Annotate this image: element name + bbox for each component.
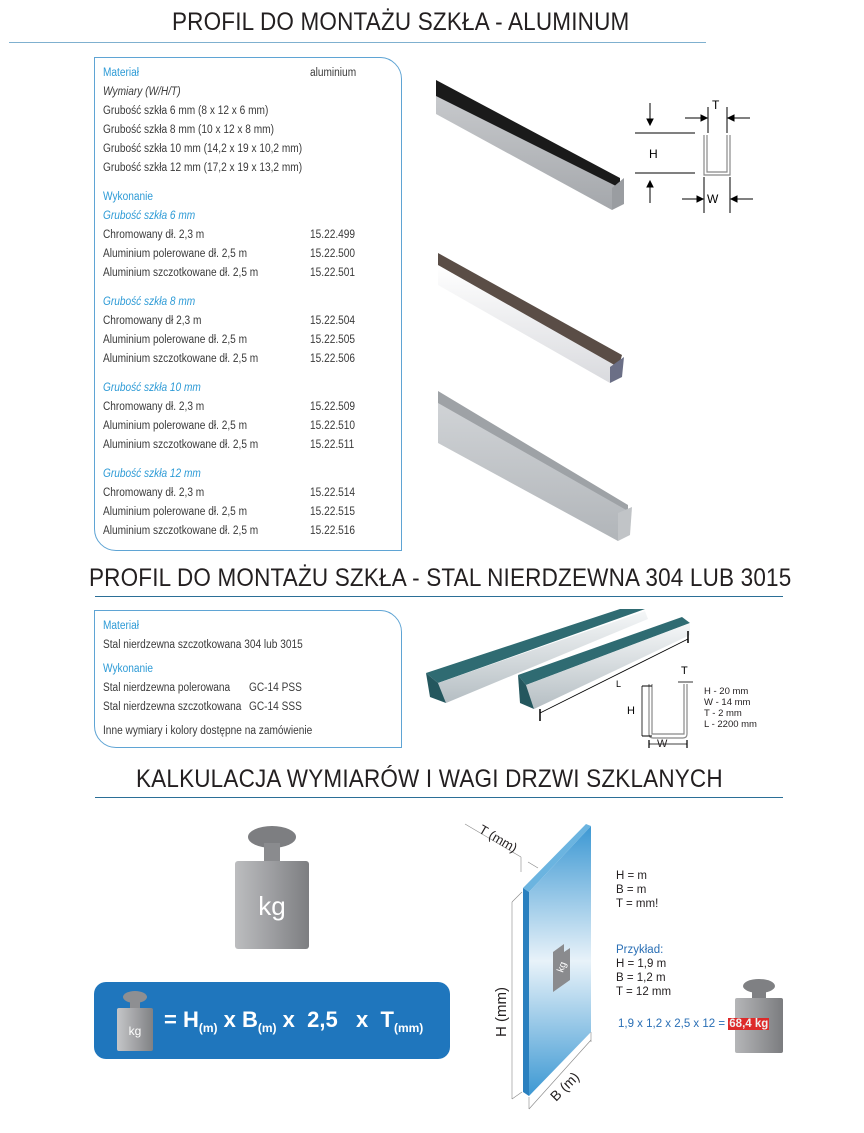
diagram-label-l: L [616,679,622,689]
product-name: Aluminium polerowane dł. 2,5 m [103,248,248,260]
product-row [103,312,393,331]
product-name: Aluminium polerowane dł. 2,5 m [103,334,248,346]
dimension-t: T - 2 mm [704,708,742,719]
section-divider [95,596,783,597]
product-code: 15.22.514 [310,487,356,499]
dimension-row: Grubość szkła 6 mm (8 x 12 x 6 mm) [103,105,269,117]
product-code: 15.22.506 [310,353,356,365]
material-value: Stal nierdzewna szczotkowana 304 lub 3015 [103,639,303,651]
example-formula: 1,9 x 1,2 x 2,5 x 12 = [618,1018,729,1030]
section-title-aluminum: PROFIL DO MONTAŻU SZKŁA - ALUMINUM [172,8,630,36]
example-block [616,943,671,999]
group-heading: Grubość szkła 10 mm [103,382,201,394]
unit-b: B = m [616,884,647,896]
product-code: GC-14 PSS [249,682,302,694]
section-divider [95,797,783,798]
group-heading: Grubość szkła 8 mm [103,296,196,308]
product-name: Aluminium szczotkowane dł. 2,5 m [103,353,259,365]
diagram-label-t: T [681,665,688,677]
product-row [103,331,393,350]
product-code: 15.22.509 [310,401,356,413]
glass-pane-diagram [460,812,620,1122]
product-code: 15.22.505 [310,334,356,346]
weight-icon-label: kg [258,891,286,921]
product-row [103,436,393,455]
diagram-label-t: T [712,98,720,112]
steel-spec-box [94,610,402,748]
aluminum-profile-image-brushed [432,385,637,545]
weight-kg-small-icon [116,990,154,1052]
product-name: Stal nierdzewna polerowana [103,682,231,694]
product-name: Aluminium szczotkowane dł. 2,5 m [103,525,259,537]
example-calculation [618,1017,769,1031]
product-row [103,417,393,436]
dimension-row: Grubość szkła 8 mm (10 x 12 x 8 mm) [103,124,274,136]
steel-dimensions-list [704,686,757,730]
product-row [103,503,393,522]
product-row [103,398,393,417]
unit-h: H = m [616,870,647,882]
glass-label-t: T (mm) [476,821,521,856]
glass-label-b: B (m) [546,1068,583,1105]
product-code: 15.22.511 [310,439,355,451]
example-t: T = 12 mm [616,986,672,998]
product-row [103,484,393,503]
product-name: Aluminium polerowane dł. 2,5 m [103,420,248,432]
dimension-h: H - 20 mm [704,686,749,697]
weight-formula-bar [94,982,450,1059]
glass-kg-label: kg [555,960,570,975]
product-code: 15.22.501 [310,267,356,279]
units-legend [616,869,658,911]
dimension-row: Grubość szkła 12 mm (17,2 x 19 x 13,2 mm) [103,162,303,174]
weight-formula: = $H_{(m)}$ x $B_{(m)}$ x 2,5 x $T_{(mm)}$ [164,1006,424,1035]
product-row [103,226,393,245]
material-label: Materiał [103,620,139,632]
execution-label: Wykonanie [103,191,153,203]
product-name: Aluminium szczotkowane dł. 2,5 m [103,439,259,451]
product-row [103,350,393,369]
product-row [103,522,393,541]
dimension-w: W - 14 mm [704,697,751,708]
u-profile-dimension-diagram [625,95,780,215]
dimension-l: L - 2200 mm [704,719,757,730]
product-code: 15.22.516 [310,525,356,537]
section-title-calculation: KALKULACJA WYMIARÓW I WAGI DRZWI SZKLANYCH [136,765,723,793]
product-code: 15.22.504 [310,315,356,327]
group-heading: Grubość szkła 12 mm [103,468,201,480]
example-label: Przykład: [616,944,664,956]
material-value: aluminium [310,67,357,79]
product-name: Chromowany dł. 2,3 m [103,487,205,499]
product-name: Chromowany dł. 2,3 m [103,229,205,241]
dimensions-label: Wymiary (W/H/T) [103,86,181,98]
dimension-row: Grubość szkła 10 mm (14,2 x 19 x 10,2 mm) [103,143,303,155]
unit-t: T = mm! [616,898,659,910]
material-label: Materiał [103,67,139,79]
example-h: H = 1,9 m [616,958,667,970]
section-title-steel: PROFIL DO MONTAŻU SZKŁA - STAL NIERDZEWNA 304 LUB 3015 [89,564,792,592]
example-b: B = 1,2 m [616,972,666,984]
aluminum-spec-box [94,57,402,551]
aluminum-profile-image-chrome [430,70,630,210]
weight-kg-icon [232,825,312,950]
example-result: 68,4 kg [729,1018,769,1030]
group-heading: Grubość szkła 6 mm [103,210,196,222]
section-divider [9,42,706,43]
product-row [103,698,393,717]
product-name: Aluminium szczotkowane dł. 2,5 m [103,267,259,279]
product-row [103,264,393,283]
glass-label-h: H (mm) [493,987,510,1037]
product-code: 15.22.510 [310,420,356,432]
example-weight-icon [733,978,785,1054]
product-code: 15.22.515 [310,506,356,518]
diagram-label-h: H [627,705,635,717]
aluminum-profile-image-polished [432,245,632,385]
diagram-label-h: H [649,147,658,161]
product-row [103,245,393,264]
product-name: Chromowany dł 2,3 m [103,315,202,327]
diagram-label-w: W [707,192,719,206]
weight-icon-label: kg [128,1023,142,1038]
execution-label: Wykonanie [103,663,153,675]
product-name: Chromowany dł. 2,3 m [103,401,205,413]
product-code: 15.22.499 [310,229,356,241]
product-code: GC-14 SSS [249,701,302,713]
product-code: 15.22.500 [310,248,356,260]
custom-order-note: Inne wymiary i kolory dostępne na zamówienie [103,725,313,737]
product-row [103,679,393,698]
diagram-label-w: W [657,738,668,750]
product-name: Aluminium polerowane dł. 2,5 m [103,506,248,518]
product-name: Stal nierdzewna szczotkowana [103,701,242,713]
